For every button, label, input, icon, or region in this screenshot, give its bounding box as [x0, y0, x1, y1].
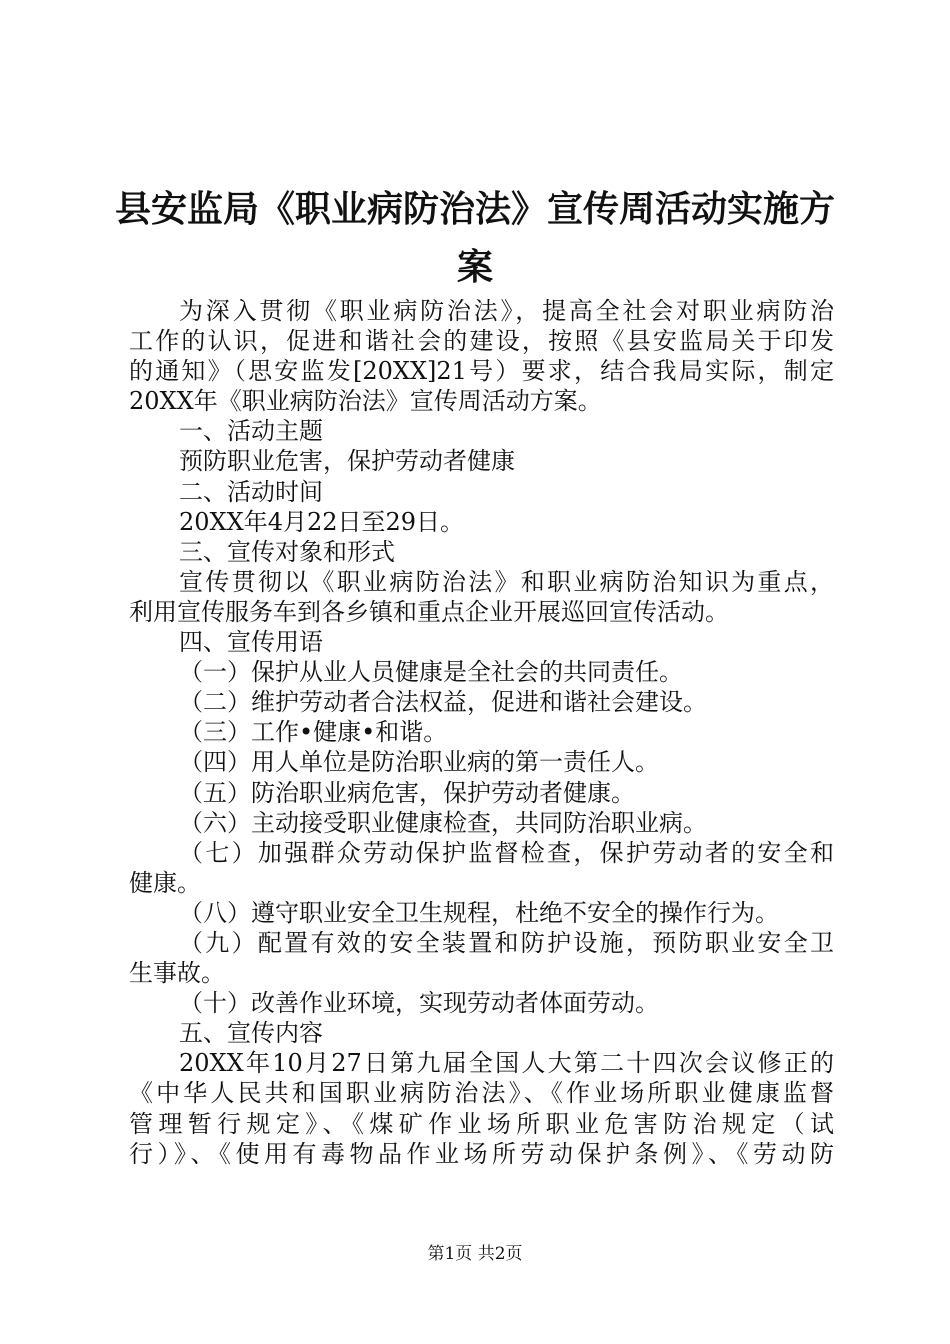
- section-heading: 四、宣传用语: [179, 628, 323, 657]
- list-item: （四）用人单位是防治职业病的第一责任人。: [179, 748, 659, 777]
- page-number-footer: 第1页 共2页: [427, 1244, 523, 1264]
- document-title-line1: 县安监局《职业病防治法》宣传周活动实施方: [114, 189, 835, 230]
- paragraph-line: 利用宣传服务车到各乡镇和重点企业开展巡回宣传活动。: [129, 597, 729, 626]
- list-item: （六）主动接受职业健康检查，共同防治职业病。: [179, 808, 707, 837]
- paragraph-line: 行）》、《使用有毒物品作业场所劳动保护条例》、《劳动防: [129, 1139, 834, 1168]
- paragraph-line: 宣传贯彻以《职业病防治法》和职业病防治知识为重点，: [179, 567, 834, 596]
- section-heading: 二、活动时间: [179, 477, 323, 506]
- paragraph-line: 预防职业危害，保护劳动者健康: [179, 447, 515, 476]
- paragraph-line: 管理暂行规定》、《煤矿作业场所职业危害防治规定（试: [129, 1109, 834, 1138]
- section-heading: 一、活动主题: [179, 417, 323, 446]
- paragraph-line: 20XX年4月22日至29日。: [179, 507, 465, 536]
- paragraph-line: 的通知》（思安监发[20XX]21号）要求，结合我局实际，制定: [129, 357, 834, 386]
- paragraph-line: 20XX年《职业病防治法》宣传周活动方案。: [129, 387, 602, 416]
- paragraph-line: 为深入贯彻《职业病防治法》，提高全社会对职业病防治: [179, 297, 834, 325]
- list-item: （三）工作•健康•和谐。: [179, 718, 448, 747]
- list-item: （九）配置有效的安全装置和防护设施，预防职业安全卫: [179, 928, 834, 957]
- paragraph-line: 《中华人民共和国职业病防治法》、《作业场所职业健康监督: [129, 1079, 834, 1108]
- section-heading: 三、宣传对象和形式: [179, 537, 395, 566]
- list-item: （十）改善作业环境，实现劳动者体面劳动。: [179, 989, 659, 1018]
- list-item: （二）维护劳动者合法权益，促进和谐社会建设。: [179, 688, 707, 717]
- list-item: （八）遵守职业安全卫生规程，杜绝不安全的操作行为。: [179, 898, 779, 927]
- list-item-continuation: 生事故。: [129, 959, 225, 988]
- paragraph-line: 20XX年10月27日第九届全国人大第二十四次会议修正的: [179, 1049, 834, 1078]
- paragraph-line: 工作的认识，促进和谐社会的建设，按照《县安监局关于印发: [129, 327, 834, 356]
- list-item: （五）防治职业病危害，保护劳动者健康。: [179, 778, 635, 807]
- list-item: （一）保护从业人员健康是全社会的共同责任。: [179, 658, 683, 687]
- list-item: （七）加强群众劳动保护监督检查，保护劳动者的安全和: [179, 838, 834, 867]
- list-item-continuation: 健康。: [129, 868, 201, 897]
- document-title-line2: 案: [456, 247, 493, 288]
- section-heading: 五、宣传内容: [179, 1019, 323, 1048]
- document-body: [129, 296, 834, 1169]
